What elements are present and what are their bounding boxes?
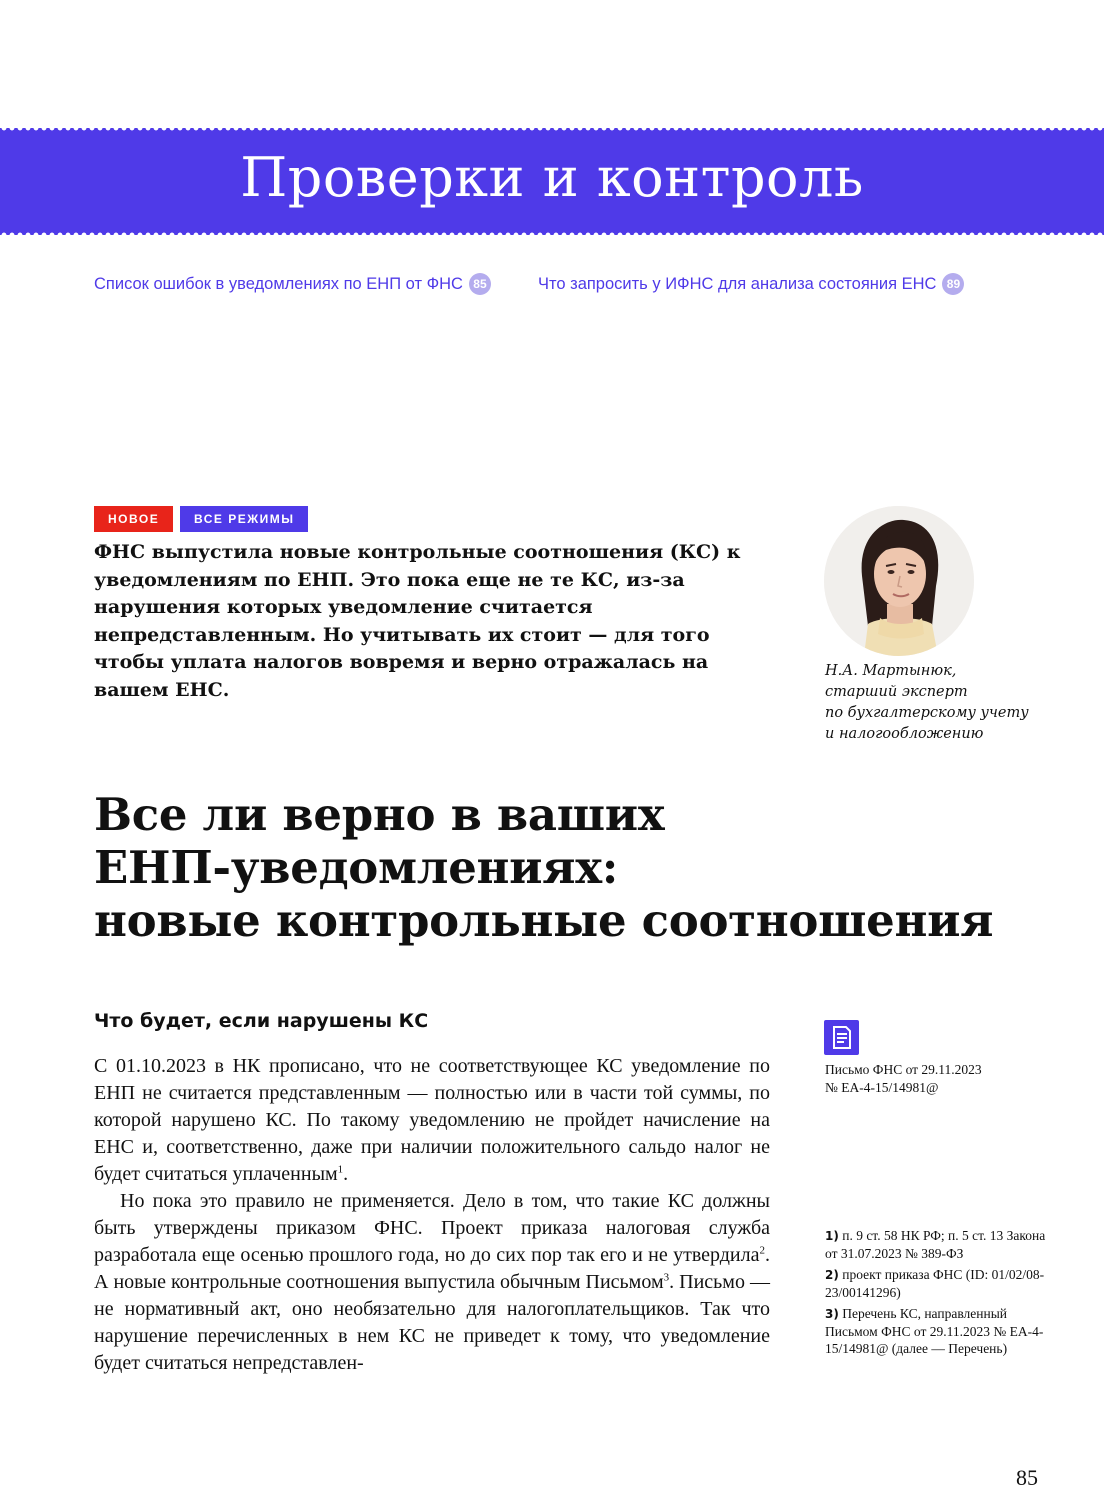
author-title-line: по бухгалтерскому учету (825, 705, 1029, 721)
section-subheading: Что будет, если нарушены КС (94, 1010, 429, 1032)
article-headline (94, 788, 1074, 947)
footnote-ref[interactable]: 3 (663, 1271, 670, 1284)
headline-line: новые контрольные соотношения (94, 894, 994, 947)
author-photo (824, 506, 974, 656)
footnotes (825, 1227, 1050, 1361)
side-note-line: № ЕА-4-15/14981@ (825, 1080, 939, 1095)
article-body (94, 1053, 770, 1377)
section-title: Проверки и контроль (240, 146, 864, 209)
footnote-item: 1) п. 9 ст. 58 НК РФ; п. 5 ст. 13 Закона от 31.07.2023 № 389-ФЗ (825, 1228, 1046, 1261)
tag-new: НОВОЕ (94, 506, 173, 532)
headline-line: Все ли верно в ваших (94, 788, 665, 841)
cross-ref-label: Список ошибок в уведомлениях по ЕНП от ФНС (94, 274, 463, 293)
tag-all-modes: ВСЕ РЕЖИМЫ (180, 506, 308, 532)
cross-ref-label: Что запросить у ИФНС для анализа состояния ЕНС (538, 274, 937, 293)
author-portrait-icon (824, 506, 974, 656)
cross-ref-link-errors[interactable] (94, 273, 491, 295)
author-title-line: и налогообложению (825, 726, 984, 742)
side-note-line: Письмо ФНС от 29.11.2023 (825, 1062, 982, 1077)
footnote-item: 2) проект приказа ФНС (ID: 01/02/08-23/00141296) (825, 1267, 1045, 1300)
page-number: 85 (1016, 1465, 1038, 1490)
side-note (825, 1061, 1045, 1097)
footnote-item: 3) Перечень КС, направленный Письмом ФНС от 29.11.2023 № ЕА-4-15/14981@ (далее — Перечень) (825, 1306, 1044, 1356)
page-ref-badge: 85 (469, 273, 491, 295)
footnote-ref[interactable]: 1 (337, 1163, 344, 1176)
document-icon (824, 1020, 859, 1055)
headline-line: ЕНП-уведомлениях: (94, 841, 619, 894)
lead-paragraph: ФНС выпустила новые контрольные соотношения (КС) к уведомлениям по ЕНП. Это пока еще не те КС, из-за нарушения которых уведомление считается непредставленным. Но учитывать их стоит — для того чтобы уплата налогов вовремя и верно отражалась на вашем ЕНС. (94, 541, 741, 701)
footnote-ref[interactable]: 2 (759, 1244, 765, 1257)
section-banner (0, 128, 1104, 235)
author-caption (825, 661, 1029, 745)
body-paragraph: Но пока это правило не применяется. Дело в том, что такие КС должны быть утверждены приказом ФНС. Проект приказа налоговая служба разработала еще осенью прошлого года, но до сих пор так его и не утвердила$^2$. А новые контрольные соотношения выпустила обычным Письмом$^3$. Письмо — не нормативный акт, оно необязательно для налогоплательщиков. Так что нарушение перечисленных в нем КС не приведет к тому, что уведомление будет считаться непредставлен- (94, 1190, 770, 1374)
page-ref-badge: 89 (942, 273, 964, 295)
author-name: Н.А. Мартынюк, (825, 663, 957, 679)
body-paragraph: С 01.10.2023 в НК прописано, что не соответствующее КС уведомление по ЕНП не считается представленным — полностью или в части той суммы, по которой нарушено КС. По такому уведомлению не пройдет начисление на ЕНС и, соответственно, даже при наличии положительного сальдо налог не будет считаться уплаченным$^1$. (94, 1055, 770, 1185)
cross-ref-link-ifns[interactable] (538, 273, 964, 295)
author-title-line: старший эксперт (825, 684, 968, 700)
